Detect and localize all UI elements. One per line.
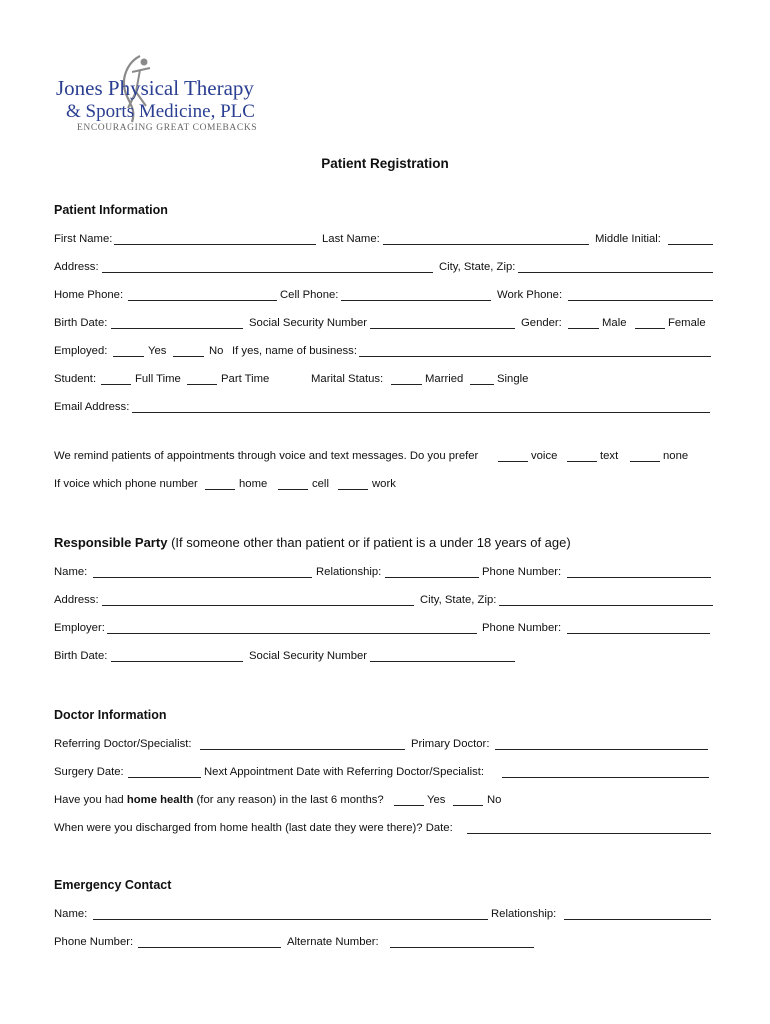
work-blank[interactable] <box>338 489 368 490</box>
male-label: Male <box>602 317 627 329</box>
referring-doctor-label: Referring Doctor/Specialist: <box>54 738 192 750</box>
home-label: home <box>239 478 268 490</box>
company-logo <box>54 52 284 137</box>
rp-relationship-field[interactable] <box>385 577 479 578</box>
married-label: Married <box>425 373 464 385</box>
part-time-label: Part Time <box>221 373 270 385</box>
responsible-party-heading: Responsible Party <box>54 535 168 550</box>
full-time-blank[interactable] <box>101 384 131 385</box>
voice-blank[interactable] <box>498 461 528 462</box>
text-blank[interactable] <box>567 461 597 462</box>
rp-employer-field[interactable] <box>107 633 477 634</box>
birth-date-field[interactable] <box>111 328 243 329</box>
female-blank[interactable] <box>635 328 665 329</box>
employed-yes-label: Yes <box>148 345 167 357</box>
cell-phone-label: Cell Phone: <box>280 289 339 301</box>
birth-date-label: Birth Date: <box>54 317 108 329</box>
next-appt-field[interactable] <box>502 777 709 778</box>
voice-phone-label: If voice which phone number <box>54 478 198 490</box>
work-label: work <box>372 478 396 490</box>
rp-name-field[interactable] <box>93 577 312 578</box>
rp-birth-date-field[interactable] <box>111 661 243 662</box>
cell-label: cell <box>312 478 329 490</box>
home-blank[interactable] <box>205 489 235 490</box>
referring-doctor-field[interactable] <box>200 749 405 750</box>
ec-relationship-field[interactable] <box>564 919 711 920</box>
student-label: Student: <box>54 373 97 385</box>
cell-phone-field[interactable] <box>341 300 491 301</box>
business-field[interactable] <box>359 356 711 357</box>
home-health-yes-blank[interactable] <box>394 805 424 806</box>
text-label: text <box>600 450 619 462</box>
employed-yes-blank[interactable] <box>113 356 144 357</box>
rp-address-label: Address: <box>54 594 99 606</box>
ssn-label: Social Security Number <box>249 317 368 329</box>
work-phone-field[interactable] <box>568 300 713 301</box>
rp-birth-date-label: Birth Date: <box>54 650 108 662</box>
rp-city-state-zip-field[interactable] <box>499 605 713 606</box>
rp-relationship-label: Relationship: <box>316 566 382 578</box>
primary-doctor-field[interactable] <box>495 749 708 750</box>
home-health-post: (for any reason) in the last 6 months? <box>196 794 384 806</box>
home-health-bold: home health <box>126 794 194 806</box>
married-blank[interactable] <box>391 384 422 385</box>
single-label: Single <box>497 373 529 385</box>
gender-label: Gender: <box>521 317 562 329</box>
discharged-label: When were you discharged from home health (last date they were there)? Date: <box>54 822 453 834</box>
city-state-zip-label: City, State, Zip: <box>439 261 516 273</box>
ec-name-label: Name: <box>54 908 88 920</box>
home-phone-field[interactable] <box>128 300 277 301</box>
home-health-yes-label: Yes <box>427 794 446 806</box>
city-state-zip-field[interactable] <box>518 272 713 273</box>
business-label: If yes, name of business: <box>232 345 357 357</box>
ec-name-field[interactable] <box>93 919 488 920</box>
employed-label: Employed: <box>54 345 108 357</box>
section-heading-responsible-party <box>54 535 571 550</box>
ec-relationship-label: Relationship: <box>491 908 557 920</box>
rp-ssn-label: Social Security Number <box>249 650 368 662</box>
next-appt-label: Next Appointment Date with Referring Doctor/Specialist: <box>204 766 485 778</box>
first-name-field[interactable] <box>114 244 316 245</box>
rp-city-state-zip-label: City, State, Zip: <box>420 594 497 606</box>
address-field[interactable] <box>102 272 433 273</box>
section-heading-emergency: Emergency Contact <box>54 878 172 892</box>
logo-line-1: Jones Physical Therapy <box>56 76 254 100</box>
surgery-date-field[interactable] <box>128 777 201 778</box>
full-time-label: Full Time <box>135 373 181 385</box>
home-phone-label: Home Phone: <box>54 289 124 301</box>
female-label: Female <box>668 317 706 329</box>
middle-initial-field[interactable] <box>668 244 713 245</box>
rp-employer-phone-label: Phone Number: <box>482 622 562 634</box>
discharged-date-field[interactable] <box>467 833 711 834</box>
address-label: Address: <box>54 261 99 273</box>
voice-label: voice <box>531 450 558 462</box>
home-health-no-label: No <box>487 794 502 806</box>
ec-phone-field[interactable] <box>138 947 281 948</box>
employed-no-label: No <box>209 345 224 357</box>
rp-name-label: Name: <box>54 566 88 578</box>
primary-doctor-label: Primary Doctor: <box>411 738 490 750</box>
home-health-question <box>54 794 384 806</box>
responsible-party-subheading: (If someone other than patient or if patient is a under 18 years of age) <box>171 535 571 550</box>
page-title: Patient Registration <box>321 156 449 171</box>
work-phone-label: Work Phone: <box>497 289 563 301</box>
reminder-text: We remind patients of appointments through voice and text messages. Do you prefer <box>54 450 479 462</box>
email-label: Email Address: <box>54 401 130 413</box>
employed-no-blank[interactable] <box>173 356 204 357</box>
section-heading-patient-info: Patient Information <box>54 203 168 217</box>
first-name-label: First Name: <box>54 233 113 245</box>
rp-phone-label: Phone Number: <box>482 566 562 578</box>
none-blank[interactable] <box>630 461 660 462</box>
male-blank[interactable] <box>568 328 599 329</box>
rp-employer-phone-field[interactable] <box>567 633 710 634</box>
ssn-field[interactable] <box>370 328 515 329</box>
rp-employer-label: Employer: <box>54 622 105 634</box>
section-heading-doctor-info: Doctor Information <box>54 708 167 722</box>
cell-blank[interactable] <box>278 489 308 490</box>
last-name-label: Last Name: <box>322 233 380 245</box>
rp-address-field[interactable] <box>102 605 414 606</box>
rp-phone-field[interactable] <box>567 577 711 578</box>
part-time-blank[interactable] <box>187 384 217 385</box>
email-field[interactable] <box>132 412 710 413</box>
ec-alternate-field[interactable] <box>390 947 534 948</box>
rp-ssn-field[interactable] <box>370 661 515 662</box>
last-name-field[interactable] <box>383 244 589 245</box>
home-health-pre: Have you had <box>54 794 124 806</box>
middle-initial-label: Middle Initial: <box>595 233 661 245</box>
ec-alternate-label: Alternate Number: <box>287 936 379 948</box>
none-label: none <box>663 450 689 462</box>
surgery-date-label: Surgery Date: <box>54 766 124 778</box>
single-blank[interactable] <box>470 384 494 385</box>
ec-phone-label: Phone Number: <box>54 936 134 948</box>
home-health-no-blank[interactable] <box>453 805 483 806</box>
logo-tagline: ENCOURAGING GREAT COMEBACKS <box>77 123 258 133</box>
logo-line-2: & Sports Medicine, PLC <box>66 101 255 122</box>
marital-status-label: Marital Status: <box>311 373 384 385</box>
